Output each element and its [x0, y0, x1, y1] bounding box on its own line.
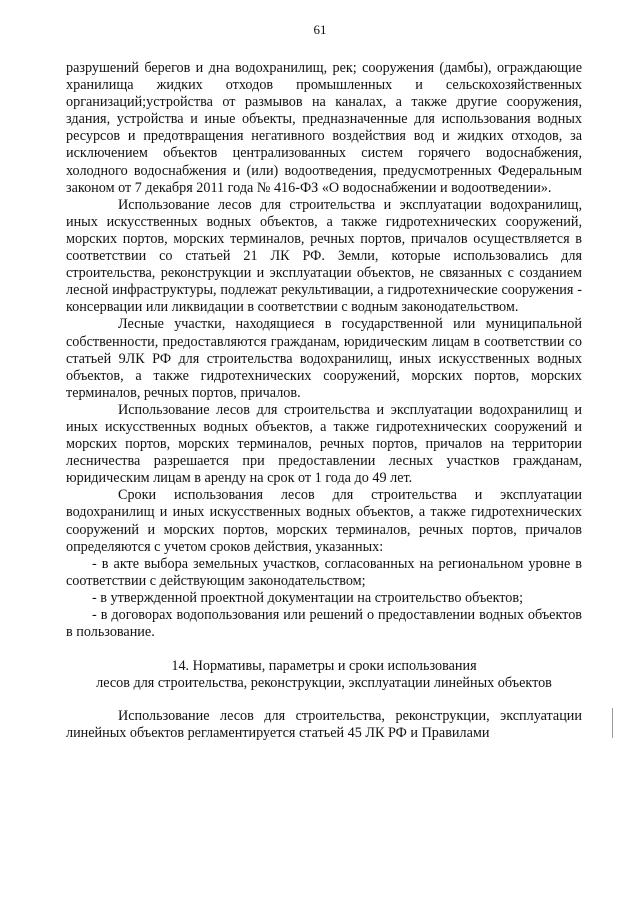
scan-margin-mark	[612, 708, 613, 738]
paragraph-continuation: разрушений берегов и дна водохранилищ, рек; сооружения (дамбы), ограждающие хранилища жидких отходов промышленных и сельскохозяйственных организаций;устройства от размывов на каналах, а также другие сооружения, здания, устройства и иные объекты, предназначенные для использования водных ресурсов и предотвращения негативного воздействия вод и жидких отходов, за исключением объектов централизованных систем горячего водоснабжения, холодного водоснабжения и (или) водоотведения, предусмотренных Федеральным законом от 7 декабря 2011 года № 416-ФЗ «О водоснабжении и водоотведении».	[66, 60, 582, 196]
paragraph-forest-plots-provision: Лесные участки, находящиеся в государственной или муниципальной собственности, предоставляются гражданам, юридическим лицам в соответствии со статьей 9ЛК РФ для строительства водохранилищ, иных искусственных водных объектов, а также гидротехнических сооружений, морских портов, морских терминалов, речных портов, причалов.	[66, 316, 582, 401]
paragraph-linear-objects: Использование лесов для строительства, реконструкции, эксплуатации линейных объектов регламентируется статьей 45 ЛК РФ и Правилами	[66, 708, 582, 742]
list-item-act-of-selection: - в акте выбора земельных участков, согласованных на региональном уровне в соответствии с действующим законодательством;	[66, 555, 582, 589]
section-heading	[66, 658, 582, 692]
paragraph-usage-periods: Сроки использования лесов для строительства и эксплуатации водохранилищ и иных искусственных водных объектов, а также гидротехнических сооружений и морских портов, морских терминалов, речных портов, причалов определяются с учетом сроков действия, указанных:	[66, 487, 582, 555]
list-item-project-documentation: - в утвержденной проектной документации на строительство объектов;	[92, 589, 524, 606]
paragraph-lease-terms: Использование лесов для строительства и эксплуатации водохранилищ и иных искусственных водных объектов, а также гидротехнических сооружений и морских портов, морских терминалов, речных портов, причалов на территории лесничества разрешается при предоставлении лесных участков гражданам, юридическим лицам в аренду на срок от 1 года до 49 лет.	[66, 401, 582, 487]
page-number: 61	[313, 22, 327, 37]
paragraph-forest-use-reservoirs: Использование лесов для строительства и эксплуатации водохранилищ, иных искусственных водных объектов, а также гидротехнических сооружений, морских портов, морских терминалов, речных портов, причалов осуществляется в соответствии со статьей 21 ЛК РФ. Земли, которые использовались для строительства, реконструкции и эксплуатации объектов, не связанных с созданием лесной инфраструктуры, подлежат рекультивации, а гидротехнические сооружения - консервации или ликвидации в соответствии с водным законодательством.	[66, 196, 582, 316]
list-item-water-use-agreements: - в договорах водопользования или решений о предоставлении водных объектов в пользование.	[66, 607, 582, 641]
section-heading-line-2: лесов для строительства, реконструкции, эксплуатации линейных объектов	[96, 675, 552, 692]
document-body	[66, 60, 582, 743]
section-heading-line-1: 14. Нормативы, параметры и сроки использования	[171, 658, 477, 675]
